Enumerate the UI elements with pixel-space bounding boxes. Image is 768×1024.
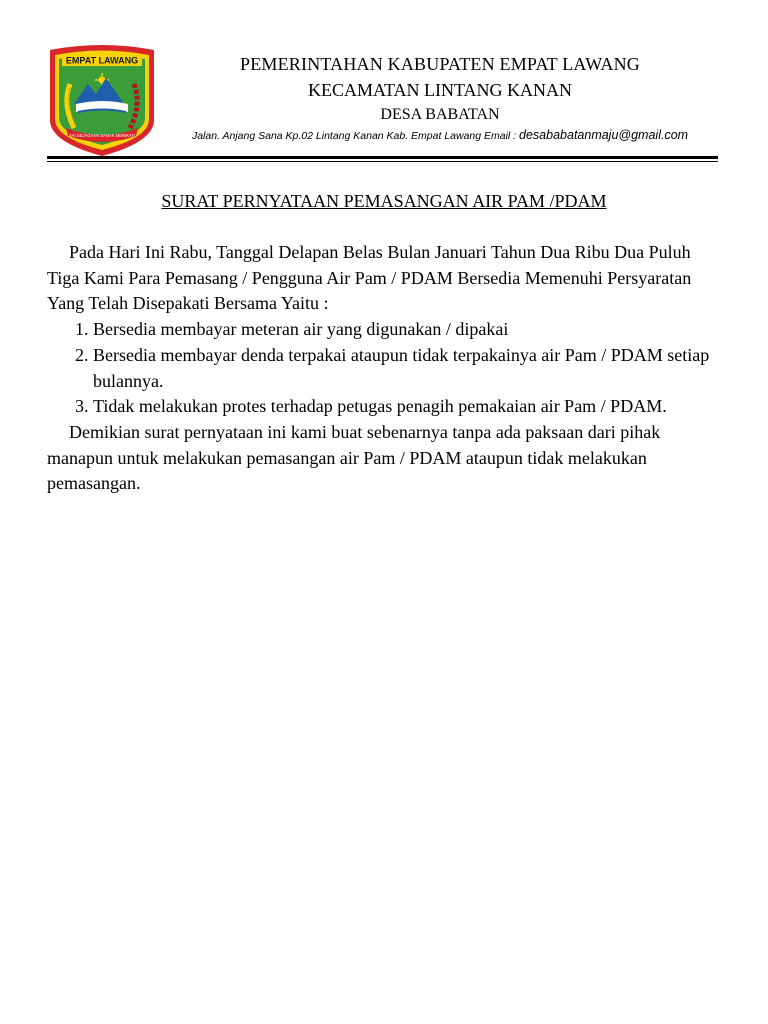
letterhead-village: DESA BABATAN [380, 106, 500, 123]
list-item: 3. Tidak melakukan protes terhadap petugas penagih pemakaian air Pam / PDAM. [93, 394, 721, 420]
closing-paragraph: Demikian surat pernyataan ini kami buat sebenarnya tanpa ada paksaan dari pihak manapun untuk melakukan pemasangan air Pam / PDAM ataupun tidak melakukan pemasangan. [47, 421, 661, 494]
list-item: 1. Bersedia membayar meteran air yang digunakan / dipakai [93, 317, 721, 343]
email-address: desababatanmaju@gmail.com [519, 128, 689, 142]
empat-lawang-emblem [44, 42, 160, 158]
emblem-title-text: EMPAT LAWANG [65, 55, 139, 66]
address-text: Jalan. Anjang Sana Kp.02 Lintang Kanan Kab. Empat Lawang Email : [191, 130, 520, 142]
list-item: 2. Bersedia membayar denda terpakai ataupun tidak terpakainya air Pam / PDAM setiap bulannya. [93, 343, 721, 394]
letterhead-government: PEMERINTAHAN KABUPATEN EMPAT LAWANG [240, 54, 640, 74]
header-divider-thin [47, 161, 718, 162]
header-divider-thick [47, 156, 718, 159]
intro-paragraph: Pada Hari Ini Rabu, Tanggal Delapan Belas Bulan Januari Tahun Dua Ribu Dua Puluh Tiga Kami Para Pemasang / Pengguna Air Pam / PDAM Bersedia Memenuhi Persyaratan Yang Telah Disepakati Bersama Yaitu : [47, 242, 692, 314]
emblem-motto-text: SAI SEJAGAAN SANAK MERIKATI [68, 133, 136, 138]
letterhead-district: KECAMATAN LINTANG KANAN [307, 80, 573, 100]
letterhead-address [170, 128, 710, 142]
document-title: SURAT PERNYATAAN PEMASANGAN AIR PAM /PDAM [161, 191, 607, 211]
requirements-list [47, 317, 721, 420]
document-body [47, 240, 721, 497]
